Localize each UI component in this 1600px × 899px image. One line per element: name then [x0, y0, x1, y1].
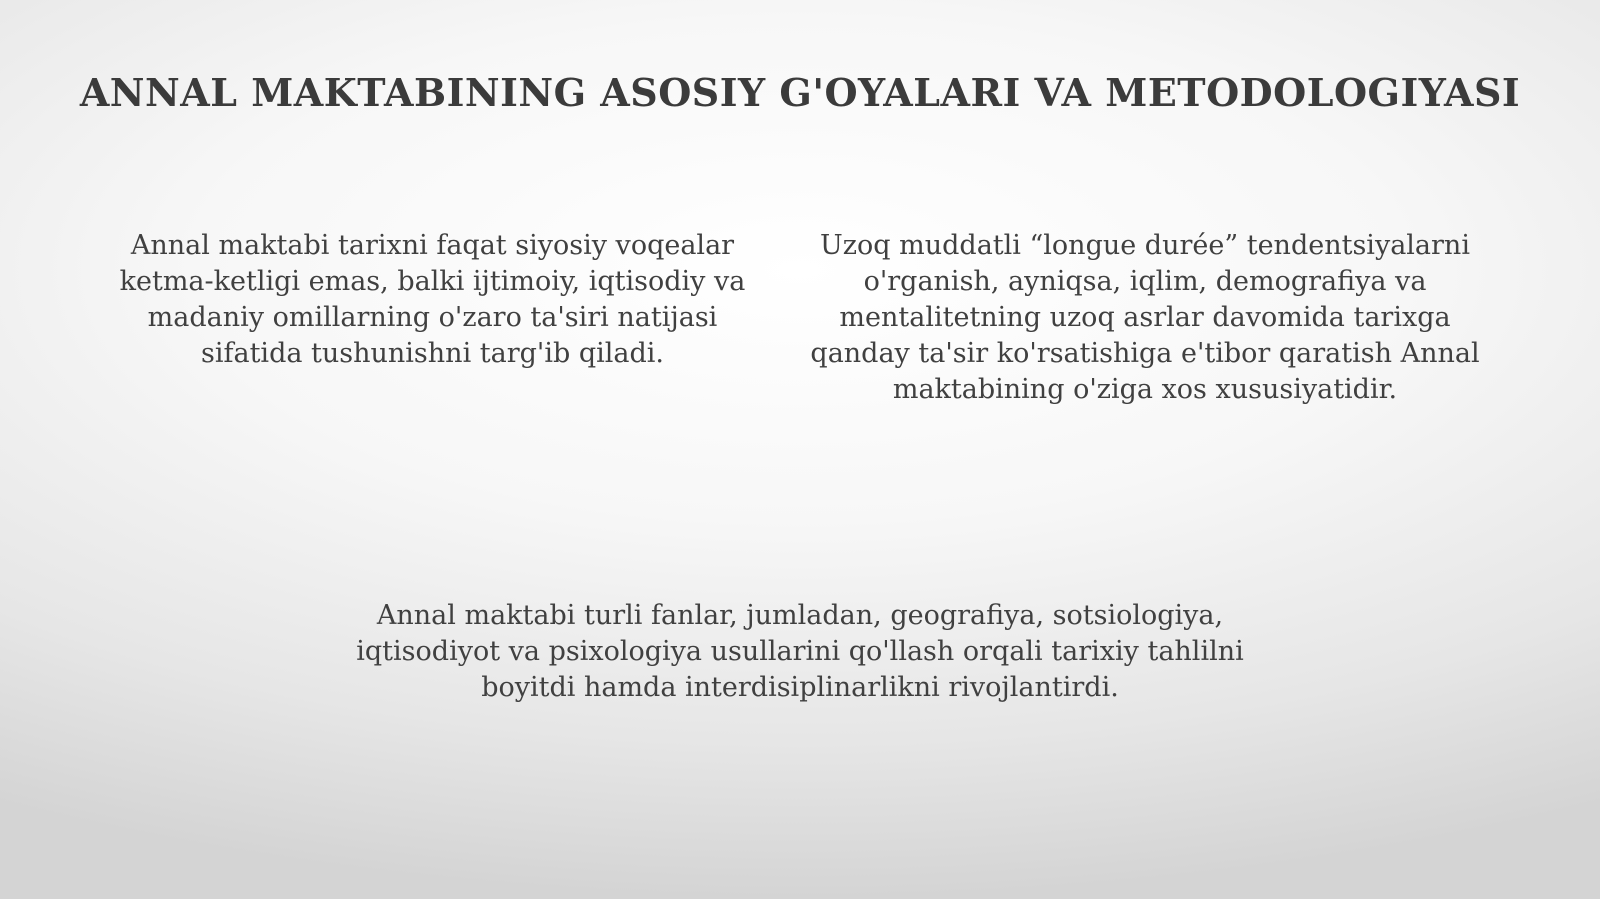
- slide-title: ANNAL MAKTABINING ASOSIY G'OYALARI VA METODOLOGIYASI: [79, 70, 1521, 115]
- paragraph-left: Annal maktabi tarixni faqat siyosiy voqealar ketma-ketligi emas, balki ijtimoiy, iqtisodiy va madaniy omillarning o'zaro ta'siri natijasi sifatida tushunishni targ'ib qiladi.: [119, 230, 746, 369]
- paragraph-bottom: Annal maktabi turli fanlar, jumladan, geografiya, sotsiologiya, iqtisodiyot va psixologiya usullarini qo'llash orqali tarixiy tahlilni boyitdi hamda interdisiplinarlikni rivojlantirdi.: [356, 600, 1244, 703]
- paragraph-right: Uzoq muddatli “longue durée” tendentsiyalarni o'rganish, ayniqsa, iqlim, demografiya va mentalitetning uzoq asrlar davomida tarixga qanday ta'sir ko'rsatishiga e'tibor qaratish Annal maktabining o'ziga xos xususiyatidir.: [810, 230, 1480, 405]
